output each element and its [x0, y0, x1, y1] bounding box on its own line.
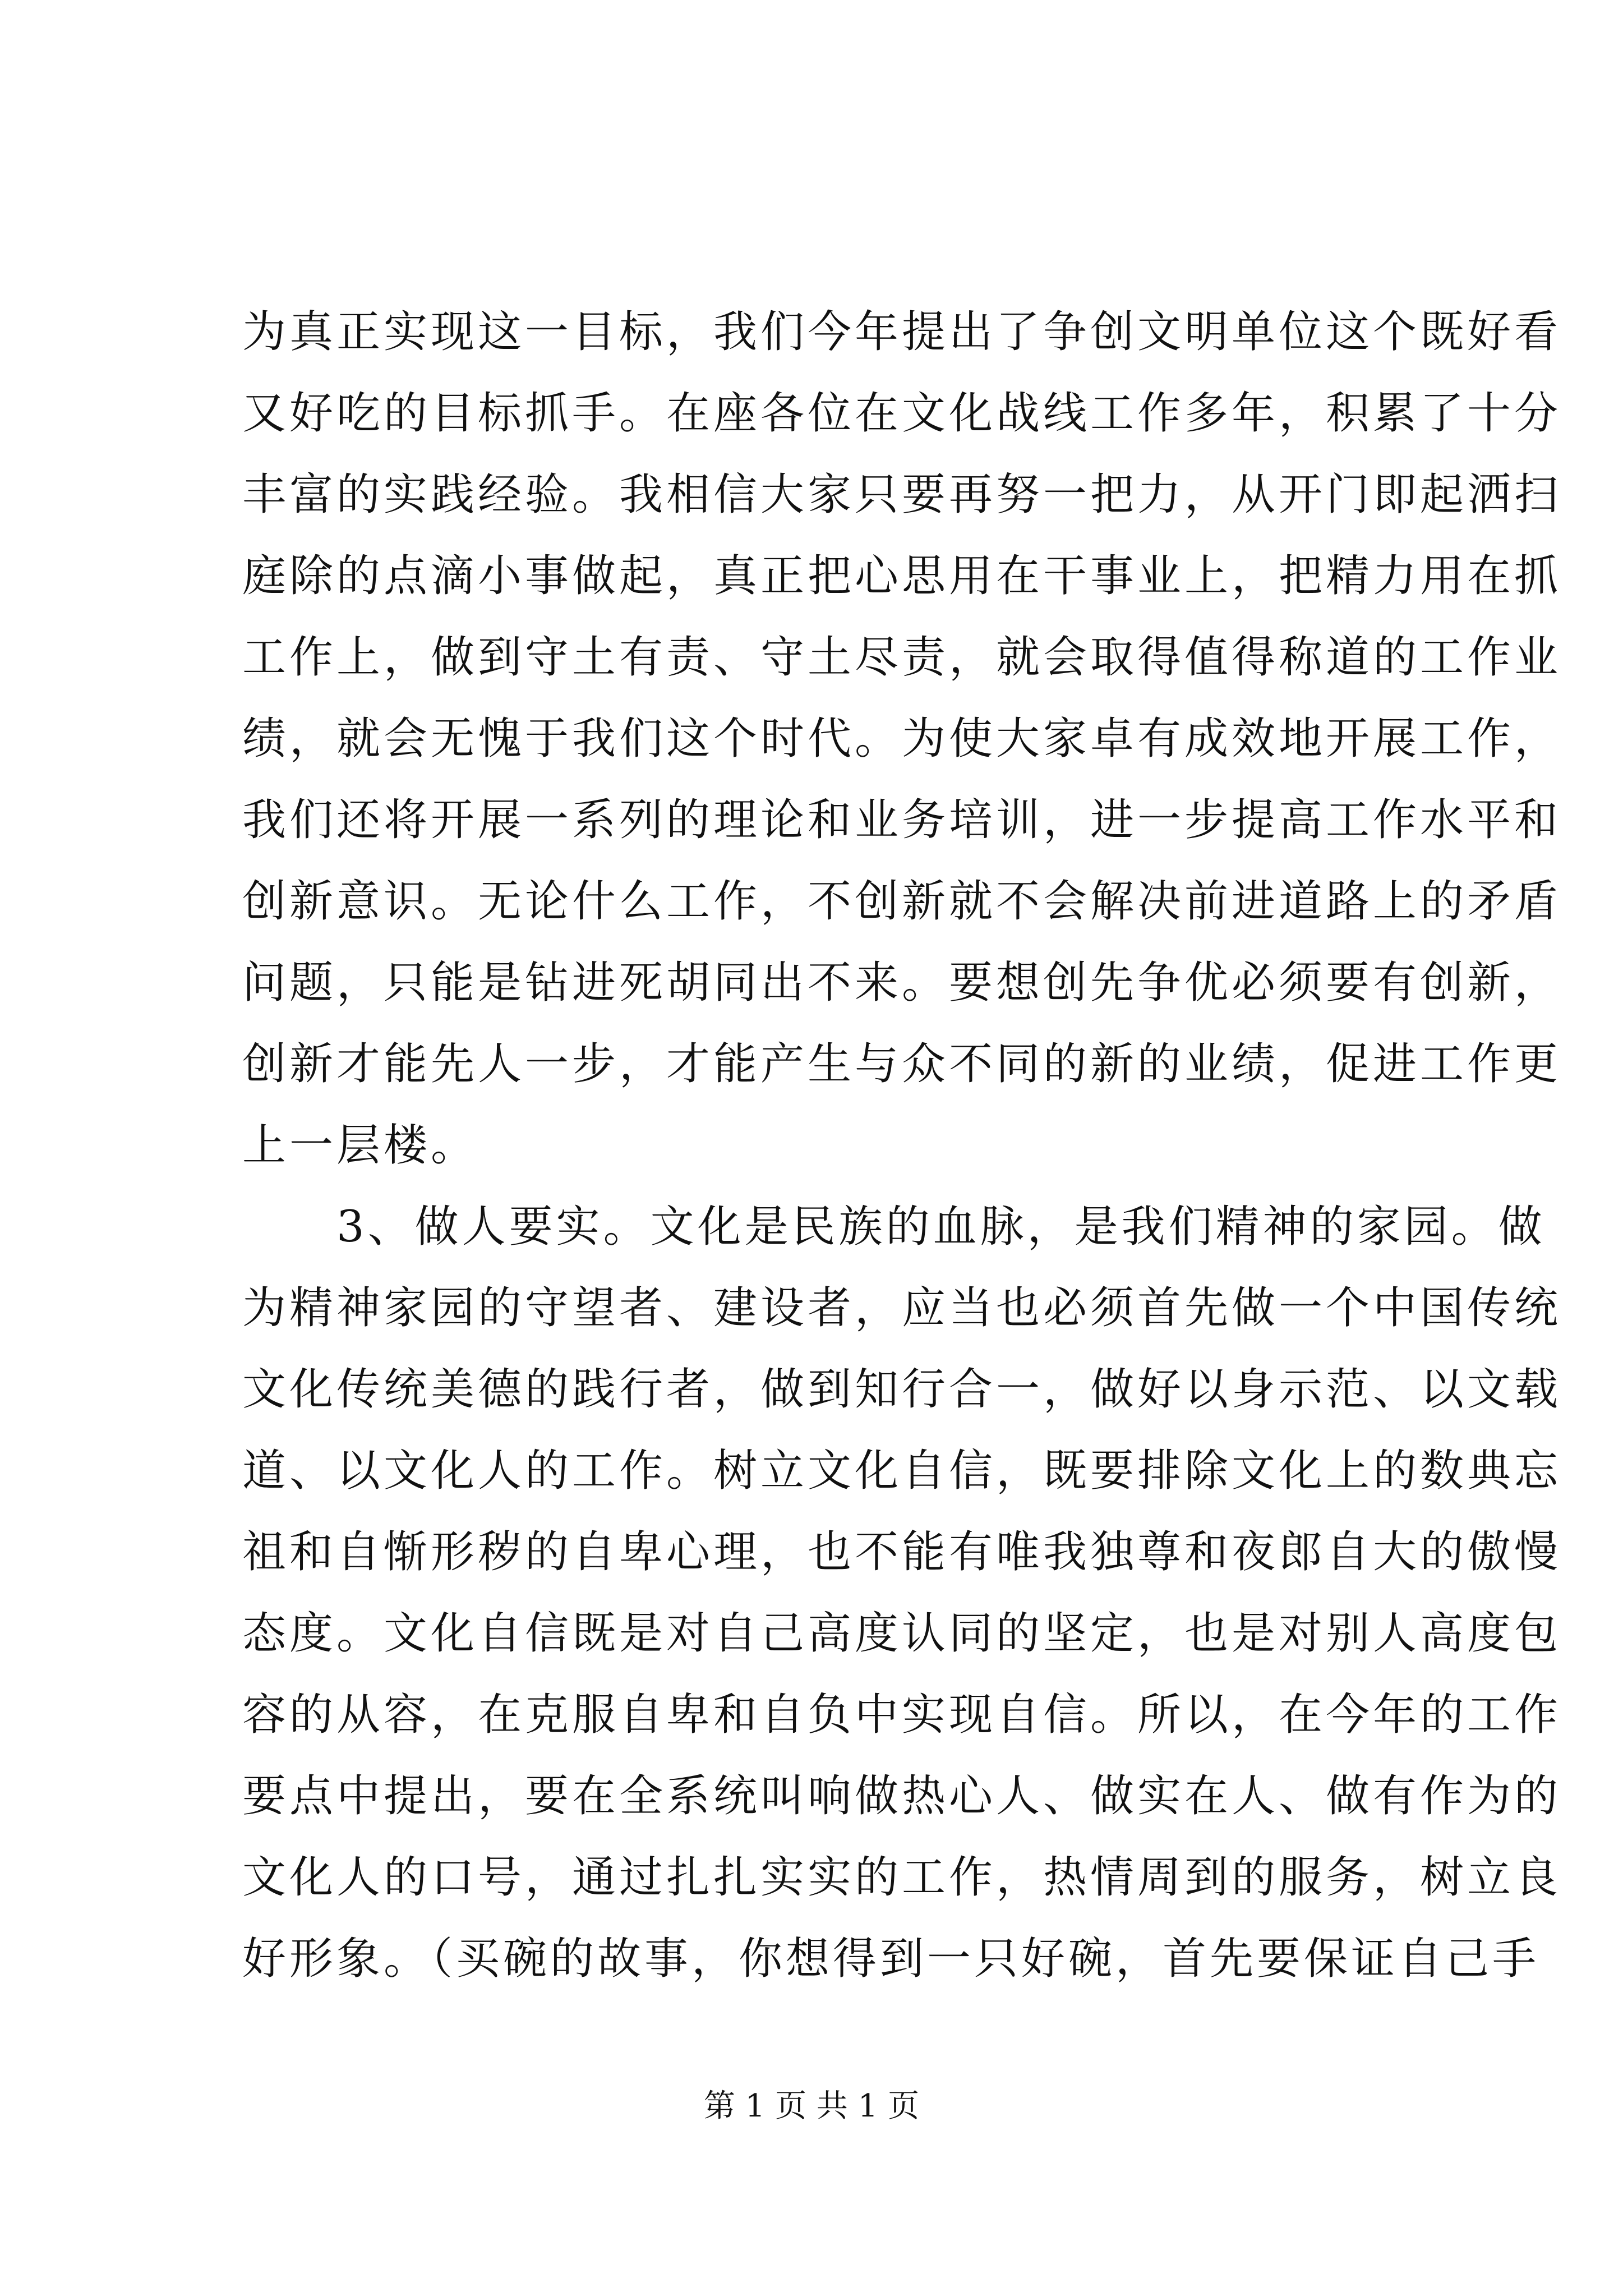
- body-text: [242, 292, 1611, 2000]
- text-line: 好形象。（买碗的故事，你想得到一只好碗，首先要保证自己手: [242, 1934, 1540, 1984]
- text-line: 创新意识。无论什么工作，不创新就不会解决前进道路上的矛盾: [242, 876, 1562, 927]
- text-line: 绩，就会无愧于我们这个时代。为使大家卓有成效地开展工作，: [242, 714, 1562, 764]
- text-line: 文化传统美德的践行者，做到知行合一，做好以身示范、以文载: [242, 1364, 1562, 1415]
- text-line: 道、以文化人的工作。树立文化自信，既要排除文化上的数典忘: [242, 1446, 1562, 1496]
- text-line: 上一层楼。: [242, 1120, 478, 1171]
- text-line: 3、做人要实。文化是民族的血脉，是我们精神的家园。做: [242, 1202, 1546, 1252]
- text-line: 又好吃的目标抓手。在座各位在文化战线工作多年，积累了十分: [242, 388, 1562, 439]
- text-line: 为精神家园的守望者、建设者，应当也必须首先做一个中国传统: [242, 1283, 1562, 1333]
- page-number-footer: 第 1 页 共 1 页: [703, 2088, 920, 2124]
- text-line: 我们还将开展一系列的理论和业务培训，进一步提高工作水平和: [242, 795, 1562, 845]
- text-line: 态度。文化自信既是对自己高度认同的坚定，也是对别人高度包: [242, 1608, 1562, 1659]
- text-line: 要点中提出，要在全系统叫响做热心人、做实在人、做有作为的: [242, 1771, 1562, 1821]
- text-line: 容的从容，在克服自卑和自负中实现自信。所以，在今年的工作: [242, 1690, 1562, 1740]
- text-line: 为真正实现这一目标，我们今年提出了争创文明单位这个既好看: [242, 307, 1562, 357]
- text-line: 文化人的口号，通过扎扎实实的工作，热情周到的服务，树立良: [242, 1852, 1562, 1903]
- text-line: 庭除的点滴小事做起，真正把心思用在干事业上，把精力用在抓: [242, 551, 1562, 601]
- text-line: 丰富的实践经验。我相信大家只要再努一把力，从开门即起洒扫: [242, 470, 1562, 520]
- text-line: 创新才能先人一步，才能产生与众不同的新的业绩，促进工作更: [242, 1039, 1562, 1089]
- text-line: 工作上，做到守土有责、守土尽责，就会取得值得称道的工作业: [242, 632, 1562, 683]
- text-line: 祖和自惭形秽的自卑心理，也不能有唯我独尊和夜郎自大的傲慢: [242, 1527, 1562, 1577]
- text-line: 问题，只能是钻进死胡同出不来。要想创先争优必须要有创新，: [242, 958, 1562, 1008]
